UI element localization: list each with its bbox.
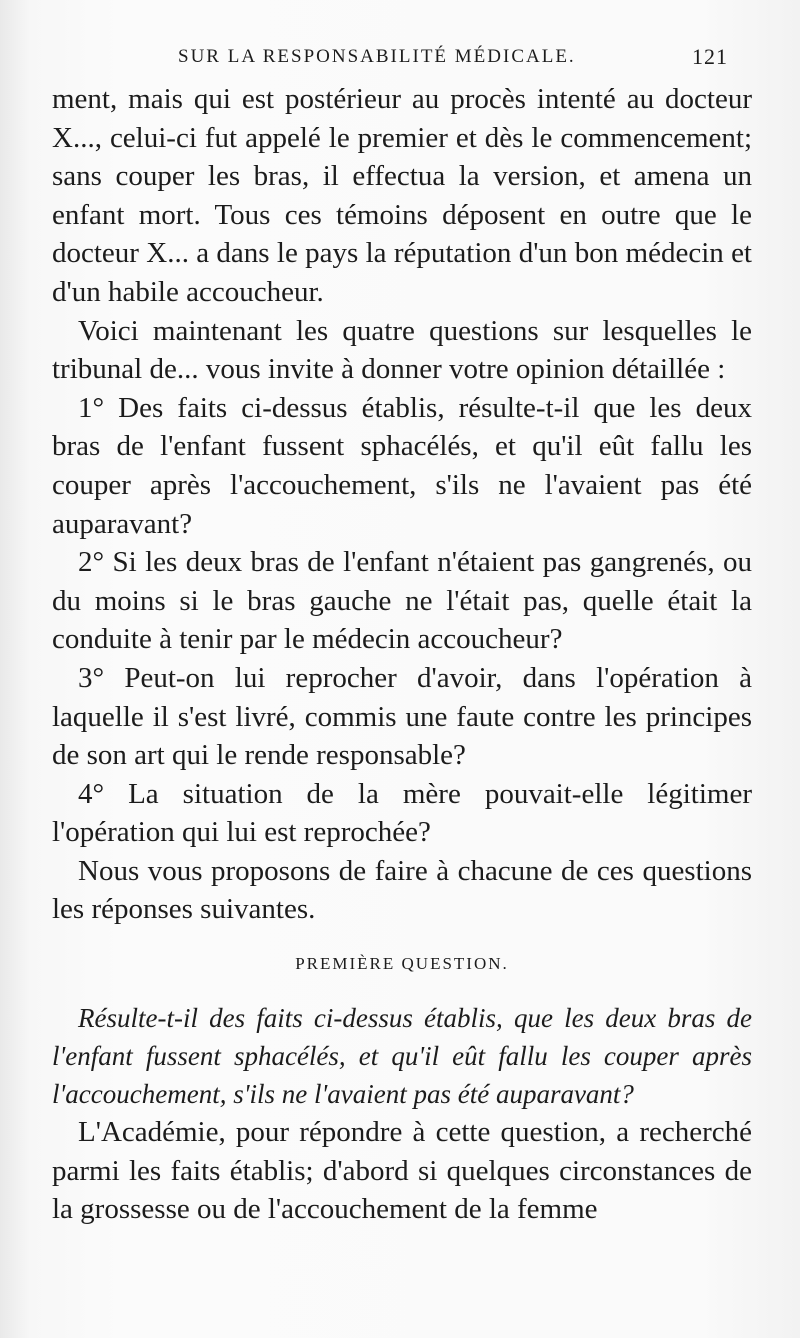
paragraph-proposal: Nous vous proposons de faire à chacune de ces questions les réponses suivantes.	[52, 854, 752, 926]
section-answer: L'Académie, pour répondre à cette question, a recherché parmi les faits établis; d'abord si quelques circonstances de la grossesse ou de l'accouchement de la femme	[52, 1116, 752, 1226]
question-item-3: 3° Peut-on lui reprocher d'avoir, dans l'opération à laquelle il s'est livré, commis une faute contre les principes de son art qui le rende responsable?	[52, 661, 752, 772]
body-text	[52, 80, 752, 1229]
paragraph-questions-intro: Voici maintenant les quatre questions sur lesquelles le tribunal de... vous invite à donner votre opinion détaillée :	[52, 314, 752, 386]
running-title: SUR LA RESPONSABILITÉ MÉDICALE.	[178, 46, 576, 67]
section-question: Résulte-t-il des faits ci-dessus établis, que les deux bras de l'enfant fussent sphacélés, et qu'il eût fallu les couper après l'accouchement, s'ils ne l'avaient pas été auparavant?	[52, 1003, 752, 1110]
running-head	[60, 42, 740, 74]
question-item-2: 2° Si les deux bras de l'enfant n'étaient pas gangrenés, ou du moins si le bras gauche ne l'était pas, quelle était la conduite à tenir par le médecin accoucheur?	[52, 546, 752, 656]
question-item-1: 1° Des faits ci-dessus établis, résulte-t-il que les deux bras de l'enfant fussent sphacélés, et qu'il eût fallu les couper après l'accouchement, s'ils ne l'avaient pas été auparavant?	[52, 391, 752, 540]
section-heading: PREMIÈRE QUESTION.	[295, 954, 509, 974]
paragraph-continuation: ment, mais qui est postérieur au procès intenté au docteur X..., celui-ci fut appelé le premier et dès le commencement; sans couper les bras, il effectua la version, et amena un enfant mort. Tous ces témoins déposent en outre que le docteur X... a dans le pays la réputation d'un bon médecin et d'un habile accoucheur.	[52, 83, 752, 308]
question-item-4: 4° La situation de la mère pouvait-elle légitimer l'opération qui lui est reprochée?	[52, 777, 752, 849]
page-number: 121	[692, 44, 728, 69]
